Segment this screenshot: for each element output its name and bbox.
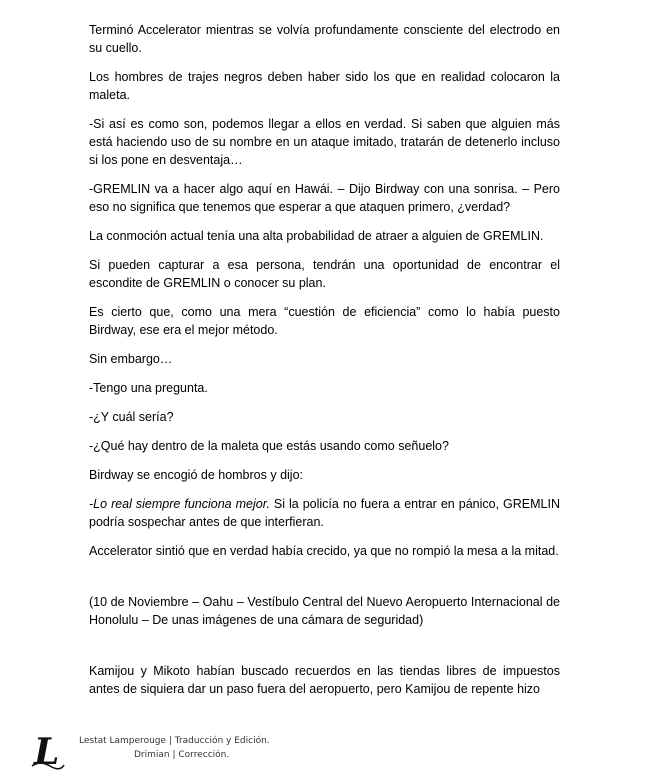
paragraph: La conmoción actual tenía una alta probabilidad de atraer a alguien de GREMLIN. — [89, 229, 544, 243]
translator-logo-icon — [30, 730, 66, 770]
section-spacer — [89, 640, 560, 662]
paragraph-italic-lead — [89, 495, 560, 531]
document-body — [89, 21, 560, 709]
footer-credit-translation: Lestat Lamperouge | Traducción y Edición. — [79, 736, 270, 746]
page-footer — [30, 732, 330, 768]
svg-text:L: L — [34, 731, 60, 770]
paragraph: Accelerator sintió que en verdad había crecido, ya que no rompió la mesa a la mitad. — [89, 544, 559, 558]
paragraph: -GREMLIN va a hacer algo aquí en Hawái. – Dijo Birdway con una sonrisa. – Pero eso no significa que tenemos que esperar a que ataquen primero, ¿verdad? — [89, 182, 560, 214]
paragraph: -Tengo una pregunta. — [89, 381, 208, 395]
italic-quote: -Lo real siempre funciona mejor. — [89, 497, 270, 511]
paragraph: Es cierto que, como una mera “cuestión de eficiencia” como lo había puesto Birdway, ese era el mejor método. — [89, 305, 560, 337]
paragraph: Kamijou y Mikoto habían buscado recuerdos en las tiendas libres de impuestos antes de siquiera dar un paso fuera del aeropuerto, pero Kamijou de repente hizo — [89, 664, 560, 696]
paragraph: Los hombres de trajes negros deben haber sido los que en realidad colocaron la maleta. — [89, 70, 560, 102]
section-spacer — [89, 571, 560, 593]
paragraph: -¿Y cuál sería? — [89, 410, 174, 424]
paragraph: Birdway se encogió de hombros y dijo: — [89, 468, 304, 482]
paragraph-rest: Si la policía no fuera a entrar en pánico, GREMLIN podría sospechar antes de que interfieran. — [89, 497, 560, 529]
footer-credit-correction: Drimian | Corrección. — [134, 750, 230, 760]
paragraph: Sin embargo… — [89, 352, 173, 366]
paragraph: Terminó Accelerator mientras se volvía profundamente consciente del electrodo en su cuello. — [89, 23, 560, 55]
paragraph: Si pueden capturar a esa persona, tendrán una oportunidad de encontrar el escondite de GREMLIN o conocer su plan. — [89, 258, 560, 290]
scene-header: (10 de Noviembre – Oahu – Vestíbulo Central del Nuevo Aeropuerto Internacional de Honolulu – De unas imágenes de una cámara de seguridad) — [89, 595, 560, 627]
paragraph: -Si así es como son, podemos llegar a ellos en verdad. Si saben que alguien más está haciendo uso de su nombre en un ataque imitado, tratarán de detenerlo incluso si los pone en desventaja… — [89, 117, 560, 167]
paragraph: -¿Qué hay dentro de la maleta que estás usando como señuelo? — [89, 439, 449, 453]
